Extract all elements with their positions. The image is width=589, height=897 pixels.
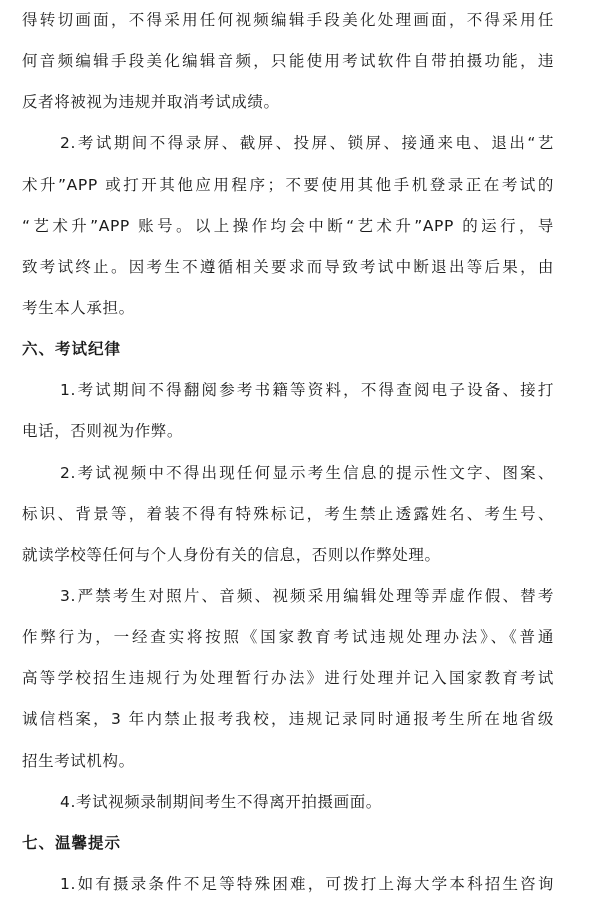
paragraph-line: 3.严禁考生对照片、音频、视频采用编辑处理等弄虚作假、替考 (60, 587, 554, 605)
paragraph-line: 术升”APP 或打开其他应用程序；不要使用其他手机登录正在考试的 (22, 176, 554, 194)
paragraph-line: 作弊行为，一经查实将按照《国家教育考试违规处理办法》、《普通 (22, 628, 554, 646)
paragraph-line: 1.考试期间不得翻阅参考书籍等资料，不得查阅电子设备、接打 (60, 381, 554, 399)
paragraph-line: 电话，否则视为作弊。 (22, 422, 184, 440)
paragraph-line: 考生本人承担。 (22, 299, 135, 317)
paragraph-line: “艺术升”APP 账号。以上操作均会中断“艺术升”APP 的运行，导 (22, 217, 554, 235)
paragraph-line: 就读学校等任何与个人身份有关的信息，否则以作弊处理。 (22, 546, 441, 564)
paragraph-line: 致考试终止。因考生不遵循相关要求而导致考试中断退出等后果，由 (22, 258, 554, 276)
section-heading-tips: 七、温馨提示 (22, 834, 122, 852)
paragraph-line: 2.考试期间不得录屏、截屏、投屏、锁屏、接通来电、退出“艺 (60, 134, 554, 152)
paragraph-line: 得转切画面，不得采用任何视频编辑手段美化处理画面，不得采用任 (22, 11, 554, 29)
paragraph-line: 招生考试机构。 (22, 752, 135, 770)
paragraph-line: 反者将被视为违规并取消考试成绩。 (22, 93, 280, 111)
paragraph-line: 4.考试视频录制期间考生不得离开拍摄画面。 (60, 793, 382, 811)
paragraph-line: 诚信档案，3 年内禁止报考我校，违规记录同时通报考生所在地省级 (22, 710, 554, 728)
paragraph-line: 1.如有摄录条件不足等特殊困难，可拨打上海大学本科招生咨询 (60, 875, 554, 893)
paragraph-line: 高等学校招生违规行为处理暂行办法》进行处理并记入国家教育考试 (22, 669, 554, 687)
paragraph-line: 2.考试视频中不得出现任何显示考生信息的提示性文字、图案、 (60, 464, 554, 482)
paragraph-line: 标识、背景等，着装不得有特殊标记，考生禁止透露姓名、考生号、 (22, 505, 554, 523)
paragraph-line: 何音频编辑手段美化编辑音频，只能使用考试软件自带拍摄功能，违 (22, 52, 554, 70)
section-heading-discipline: 六、考试纪律 (22, 340, 122, 358)
